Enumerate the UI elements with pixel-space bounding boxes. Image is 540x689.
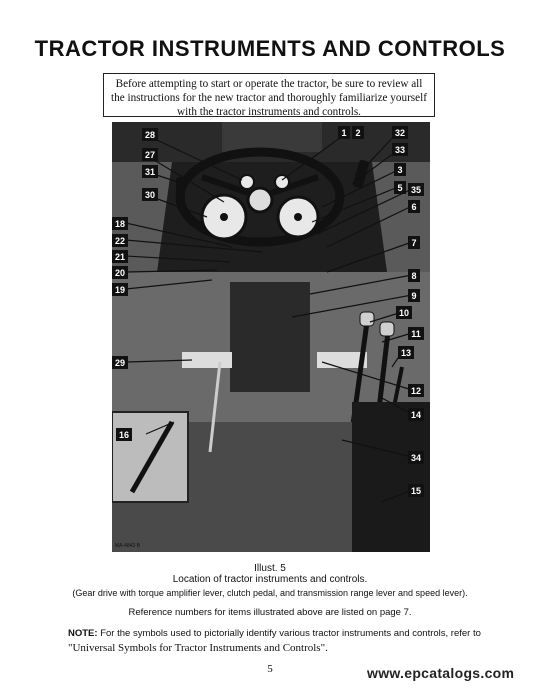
svg-text:12: 12 [410,386,422,396]
reference-note: Reference numbers for items illustrated above are listed on page 7. [128,607,412,618]
svg-text:20: 20 [114,268,126,278]
callout-34 [408,451,424,464]
illustration-number: Illust. 5 [254,563,286,574]
note-label: NOTE: [68,628,98,639]
callout-32 [392,126,408,139]
svg-text:9: 9 [411,291,417,301]
callout-33 [392,143,408,156]
safety-notice: Before attempting to start or operate the tractor, be sure to review all the instructions for the new tractor and thoroughly familiarize yourself with the tractor instruments and controls. [103,73,435,117]
svg-text:16: 16 [118,430,130,440]
callout-19 [112,283,128,296]
callout-27 [142,148,158,161]
svg-text:6: 6 [411,202,417,212]
callout-15 [408,484,424,497]
svg-text:7: 7 [411,238,417,248]
svg-text:35: 35 [410,185,422,195]
callout-30 [142,188,158,201]
callout-21 [112,250,128,263]
callout-5 [394,181,406,194]
svg-text:33: 33 [394,145,406,155]
callout-11 [408,327,424,340]
watermark: www.epcatalogs.com [367,665,515,681]
svg-text:27: 27 [144,150,156,160]
svg-text:31: 31 [144,167,156,177]
svg-text:1: 1 [341,128,347,138]
svg-text:3: 3 [397,165,403,175]
callout-13 [398,346,414,359]
note-quote: "Universal Symbols for Tractor Instruments and Controls". [68,642,328,654]
svg-text:22: 22 [114,236,126,246]
svg-text:14: 14 [410,410,422,420]
svg-text:18: 18 [114,219,126,229]
svg-text:10: 10 [398,308,410,318]
note-text: For the symbols used to pictorially identify various tractor instruments and controls, refer to [100,628,481,639]
svg-text:5: 5 [397,183,403,193]
callout-1 [338,126,350,139]
svg-text:32: 32 [394,128,406,138]
callout-20 [112,266,128,279]
callout-16 [116,428,132,441]
tractor-controls-illustration [112,122,430,552]
callout-7 [408,236,420,249]
callout-10 [396,306,412,319]
callout-31 [142,165,158,178]
svg-text:29: 29 [114,358,126,368]
callout-18 [112,217,128,230]
svg-text:28: 28 [144,130,156,140]
symbols-note [68,627,488,656]
callout-28 [142,128,158,141]
callout-35 [408,183,424,196]
page-title: TRACTOR INSTRUMENTS AND CONTROLS [34,36,506,61]
svg-text:30: 30 [144,190,156,200]
gear-drive-note: (Gear drive with torque amplifier lever, clutch pedal, and transmission range lever and speed lever). [72,588,468,598]
figure-id-mark: MA-4843 B [115,543,141,549]
callout-6 [408,200,420,213]
callout-14 [408,408,424,421]
svg-text:21: 21 [114,252,126,262]
callout-22 [112,234,128,247]
svg-text:8: 8 [411,271,417,281]
svg-text:13: 13 [400,348,412,358]
callout-3 [394,163,406,176]
callout-8 [408,269,420,282]
illustration-subtitle: Location of tractor instruments and controls. [172,574,368,585]
svg-text:15: 15 [410,486,422,496]
svg-text:34: 34 [410,453,422,463]
page-number: 5 [267,663,273,675]
svg-text:2: 2 [355,128,361,138]
callout-12 [408,384,424,397]
callout-2 [352,126,364,139]
callout-29 [112,356,128,369]
callout-9 [408,289,420,302]
svg-text:11: 11 [411,329,421,339]
svg-text:19: 19 [114,285,126,295]
